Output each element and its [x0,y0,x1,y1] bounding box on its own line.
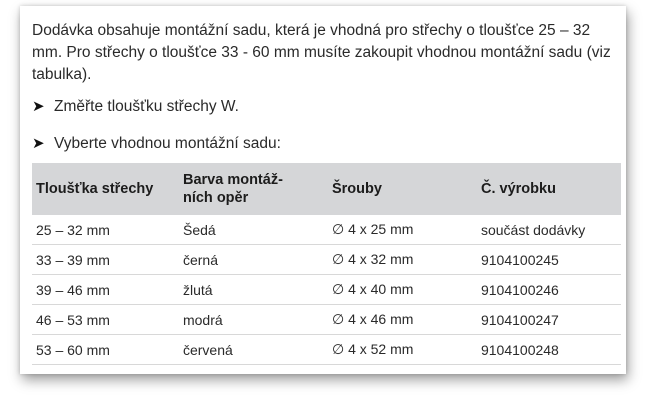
header-color [179,163,328,215]
step-measure-text: Změřte tloušťku střechy W. [54,98,239,115]
cell-color: červená [179,335,328,365]
table-row [32,275,621,305]
cell-color: žlutá [179,275,328,305]
step-select-kit [32,133,281,155]
cell-part-no: 9104100247 [477,305,621,335]
cell-part-no: 9104100245 [477,245,621,275]
cell-color: černá [179,245,328,275]
cell-part-no: 9104100246 [477,275,621,305]
header-part-no: Č. výrobku [477,163,621,215]
cell-color: modrá [179,305,328,335]
table-row [32,245,621,275]
header-color-line1: Barva montáž- [182,172,283,188]
cell-part-no: součást dodávky [480,221,586,238]
arrow-bullet-icon: ➤ [32,98,45,115]
cell-color: Šedá [182,221,216,238]
header-thickness: Tloušťka střechy [32,163,179,215]
cell-thickness: 46 – 53 mm [32,305,179,335]
cell-thickness: 33 – 39 mm [32,245,179,275]
mounting-kit-table [32,163,621,365]
cell-part-no: 9104100248 [477,335,621,365]
header-screws: Šrouby [328,163,477,215]
cell-screws: ∅ 4 x 46 mm [328,305,477,335]
cell-screws: ∅ 4 x 25 mm [331,221,414,237]
table-row [32,305,621,335]
table-row [32,215,621,245]
step-measure [32,96,239,118]
cell-thickness: 39 – 46 mm [32,275,179,305]
cell-thickness: 25 – 32 mm [36,221,110,238]
intro-paragraph: Dodávka obsahuje montážní sadu, která je vhodná pro střechy o tloušťce 25 – 32 mm. Pro střechy o tloušťce 33 - 60 mm musíte zakoupit vhodnou montážní sadu (viz tabulka). [32,22,611,83]
cell-screws: ∅ 4 x 52 mm [328,335,477,365]
step-select-kit-text: Vyberte vhodnou montážní sadu: [54,135,281,152]
arrow-bullet-icon: ➤ [32,135,45,152]
cell-screws: ∅ 4 x 32 mm [328,245,477,275]
header-color-line2: ních opěr [182,190,249,206]
cell-thickness: 53 – 60 mm [32,335,179,365]
document-card [20,6,626,374]
cell-screws: ∅ 4 x 40 mm [328,275,477,305]
table-header-row [32,163,621,215]
table-row [32,335,621,365]
